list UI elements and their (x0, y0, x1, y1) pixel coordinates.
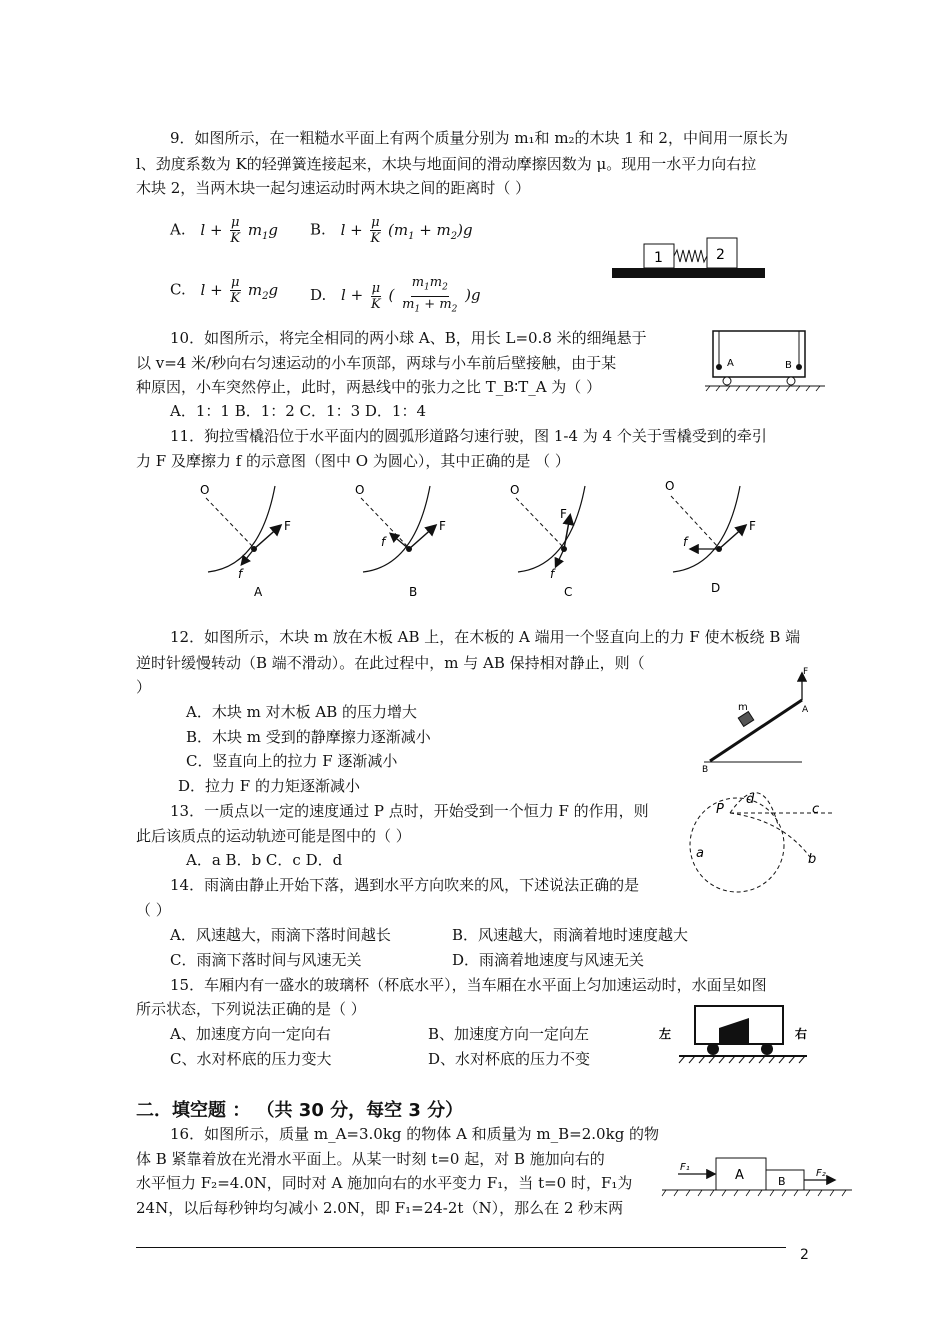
force-f-c: F (560, 507, 567, 521)
force-f2-label: F₂ (816, 1168, 826, 1179)
q11-line-1: 11．狗拉雪橇沿位于水平面内的圆弧形道路匀速行驶，图 1-4 为 4 个关于雪橇受到的牵引 (170, 427, 767, 445)
q10-options: A．1：1 B．1：2 C．1：3 D．1：4 (170, 402, 427, 420)
friction-f-b: f (381, 535, 386, 549)
q11-line-2: 力 F 及摩擦力 f 的示意图（图中 O 为圆心），其中正确的是 （ ） (136, 452, 570, 470)
path-b-label: b (808, 852, 817, 867)
center-o-a: O (200, 483, 210, 497)
wheel-left (707, 1043, 719, 1055)
center-o-d: O (665, 479, 675, 493)
right-label: 右 (795, 1027, 808, 1041)
left-label: 左 (659, 1027, 672, 1041)
q16-line-3: 水平恒力 F₂=4.0N，同时对 A 施加向右的水平变力 F₁，当 t=0 时，F₁为 (136, 1174, 633, 1192)
wheel-right (787, 377, 795, 385)
force-f-a: F (284, 519, 291, 533)
q11-figure-d (665, 479, 756, 595)
board-ab (710, 700, 802, 761)
spring (674, 250, 707, 262)
q14-line-2: （ ） (136, 901, 171, 919)
ground-bar (612, 268, 765, 278)
block-m-label: m (738, 702, 748, 713)
q11-figure-b (355, 483, 446, 599)
q15-train-figure (655, 1000, 825, 1070)
force-label: F (803, 667, 809, 677)
q9-option-d-label: D. (310, 286, 327, 305)
q9-option-c: C. l + $\frac{\mu}{K}$ $m_2g$ (170, 275, 279, 306)
q12-option-d: D．拉力 F 的力矩逐渐减小 (178, 777, 360, 795)
q9-line-1: 9．如图所示，在一粗糙水平面上有两个质量分别为 m₁和 m₂的木块 1 和 2，中间用一原长为 (170, 129, 788, 147)
ground-hatching (706, 386, 820, 391)
q14-line-1: 14．雨滴由静止开始下落，遇到水平方向吹来的风，下述说法正确的是 (170, 876, 640, 894)
q9-option-a-label: A. (170, 220, 186, 239)
water-glass (719, 1018, 749, 1044)
q13-line-1: 13．一质点以一定的速度通过 P 点时，开始受到一个恒力 F 的作用，则 (170, 802, 649, 820)
block-1-label: 1 (654, 250, 663, 266)
q15-option-a: A、加速度方向一定向右 (170, 1025, 331, 1043)
q11-figure-c (510, 483, 585, 599)
q16-line-4: 24N，以后每秒钟均匀减小 2.0N，即 F₁=24-2t（N），那么在 2 秒末两 (136, 1199, 624, 1217)
ball-b (796, 364, 802, 370)
force-f-d: F (749, 519, 756, 533)
q12-option-c: C．竖直向上的拉力 F 逐渐减小 (186, 752, 398, 770)
block-b-label: B (778, 1175, 786, 1188)
q12-option-a: A．木块 m 对木板 AB 的压力增大 (186, 703, 417, 721)
q14-option-a: A．风速越大，雨滴下落时间越长 (170, 926, 391, 944)
path-b (730, 813, 810, 857)
q10-cart-figure (705, 325, 830, 393)
q9-option-a: A. l + $\frac{\mu}{K}$ $m_1g$ (170, 215, 279, 246)
point-p-label: P (716, 802, 724, 817)
center-o-c: O (510, 483, 520, 497)
q15-option-c: C、水对杯底的压力变大 (170, 1050, 332, 1068)
q14-option-d: D．雨滴着地速度与风速无关 (452, 951, 645, 969)
ball-a-label: A (727, 358, 734, 369)
ball-b-label: B (785, 360, 792, 371)
q12-line-1: 12．如图所示，木块 m 放在木板 AB 上，在木板的 A 端用一个竖直向上的力 F 使木板绕 B 端 (170, 628, 801, 646)
q15-line-2: 所示状态，下列说法正确的是（ ） (136, 1000, 366, 1018)
wheel-right (761, 1043, 773, 1055)
q13-line-2: 此后该质点的运动轨迹可能是图中的（ ） (136, 827, 411, 845)
force-f1-label: F₁ (680, 1162, 690, 1173)
fig-label-a: A (254, 585, 263, 599)
end-b-label: B (702, 765, 709, 775)
fig-label-c: C (564, 585, 573, 599)
q15-line-1: 15．车厢内有一盛水的玻璃杯（杯底水平），当车厢在水平面上匀加速运动时，水面呈如图 (170, 976, 767, 994)
q16-blocks-figure (656, 1150, 856, 1200)
q9-spring-figure (610, 230, 770, 282)
q12-line-2: 逆时针缓慢转动（B 端不滑动）。在此过程中，m 与 AB 保持相对静止，则（ (136, 654, 645, 672)
q14-option-b: B．风速越大，雨滴着地时速度越大 (452, 926, 689, 944)
q13-options: A．a B．b C．c D．d (186, 851, 343, 869)
path-d-label: d (746, 792, 755, 807)
q13-trajectory-figure (682, 785, 842, 895)
page-number: 2 (800, 1247, 809, 1263)
ground-hatching (679, 1056, 805, 1063)
q9-option-d: D. l + $\frac{\mu}{K}$ ( $\frac{m_1m_2}{m_1 + m_2}$ )g (310, 275, 481, 315)
path-a-label: a (696, 846, 704, 861)
q10-line-2: 以 v=4 米/秒向右匀速运动的小车顶部，两球与小车前后壁接触，由于某 (136, 354, 617, 372)
block-a-label: A (735, 1168, 744, 1183)
q10-line-3: 种原因，小车突然停止，此时，两悬线中的张力之比 T_B∶T_A 为（ ） (136, 378, 602, 396)
q9-line-2: l、劲度系数为 K的轻弹簧连接起来，木块与地面间的滑动摩擦因数为 μ。现用一水平力向右拉 (136, 155, 757, 173)
q9-option-b-label: B. (310, 220, 326, 239)
block-2-label: 2 (716, 247, 725, 263)
q12-option-b: B．木块 m 受到的静摩擦力逐渐减小 (186, 728, 431, 746)
q16-line-1: 16．如图所示，质量 m_A=3.0kg 的物体 A 和质量为 m_B=2.0kg 的物 (170, 1125, 660, 1143)
friction-f-c: f (550, 567, 555, 581)
fig-label-b: B (409, 585, 418, 599)
path-c-label: c (812, 802, 820, 817)
q14-option-c: C．雨滴下落时间与风速无关 (170, 951, 362, 969)
q10-line-1: 10．如图所示，将完全相同的两小球 A、B，用长 L=0.8 米的细绳悬于 (170, 329, 647, 347)
force-f-b: F (439, 519, 446, 533)
friction-f-d: f (683, 535, 688, 549)
wheel-left (723, 377, 731, 385)
q12-board-figure (690, 660, 830, 778)
q9-line-3: 木块 2，当两木块一起匀速运动时两木块之间的距离时（ ） (136, 179, 531, 197)
q11-figure-a (200, 483, 291, 599)
q9-option-c-label: C. (170, 280, 186, 299)
ball-a (716, 364, 722, 370)
path-a (690, 798, 784, 892)
end-a-label: A (802, 705, 809, 715)
friction-f-a: f (238, 567, 243, 581)
q15-option-b: B、加速度方向一定向左 (428, 1025, 590, 1043)
q12-line-3: ） (136, 678, 152, 696)
q11-figures (190, 476, 790, 602)
fig-label-d: D (711, 581, 721, 595)
q16-line-2: 体 B 紧靠着放在光滑水平面上。从某一时刻 t=0 起，对 B 施加向右的 (136, 1150, 605, 1168)
q15-option-d: D、水对杯底的压力不变 (428, 1050, 591, 1068)
footer-rule (136, 1247, 786, 1248)
center-o-b: O (355, 483, 365, 497)
ground-hatching (662, 1190, 846, 1196)
section-2-heading: 二．填空题 ： （共 30 分，每空 3 分） (136, 1100, 464, 1121)
block-m (738, 712, 754, 727)
q9-option-b: B. l + $\frac{\mu}{K}$ $(m_1 + m_2)g$ (310, 215, 473, 246)
